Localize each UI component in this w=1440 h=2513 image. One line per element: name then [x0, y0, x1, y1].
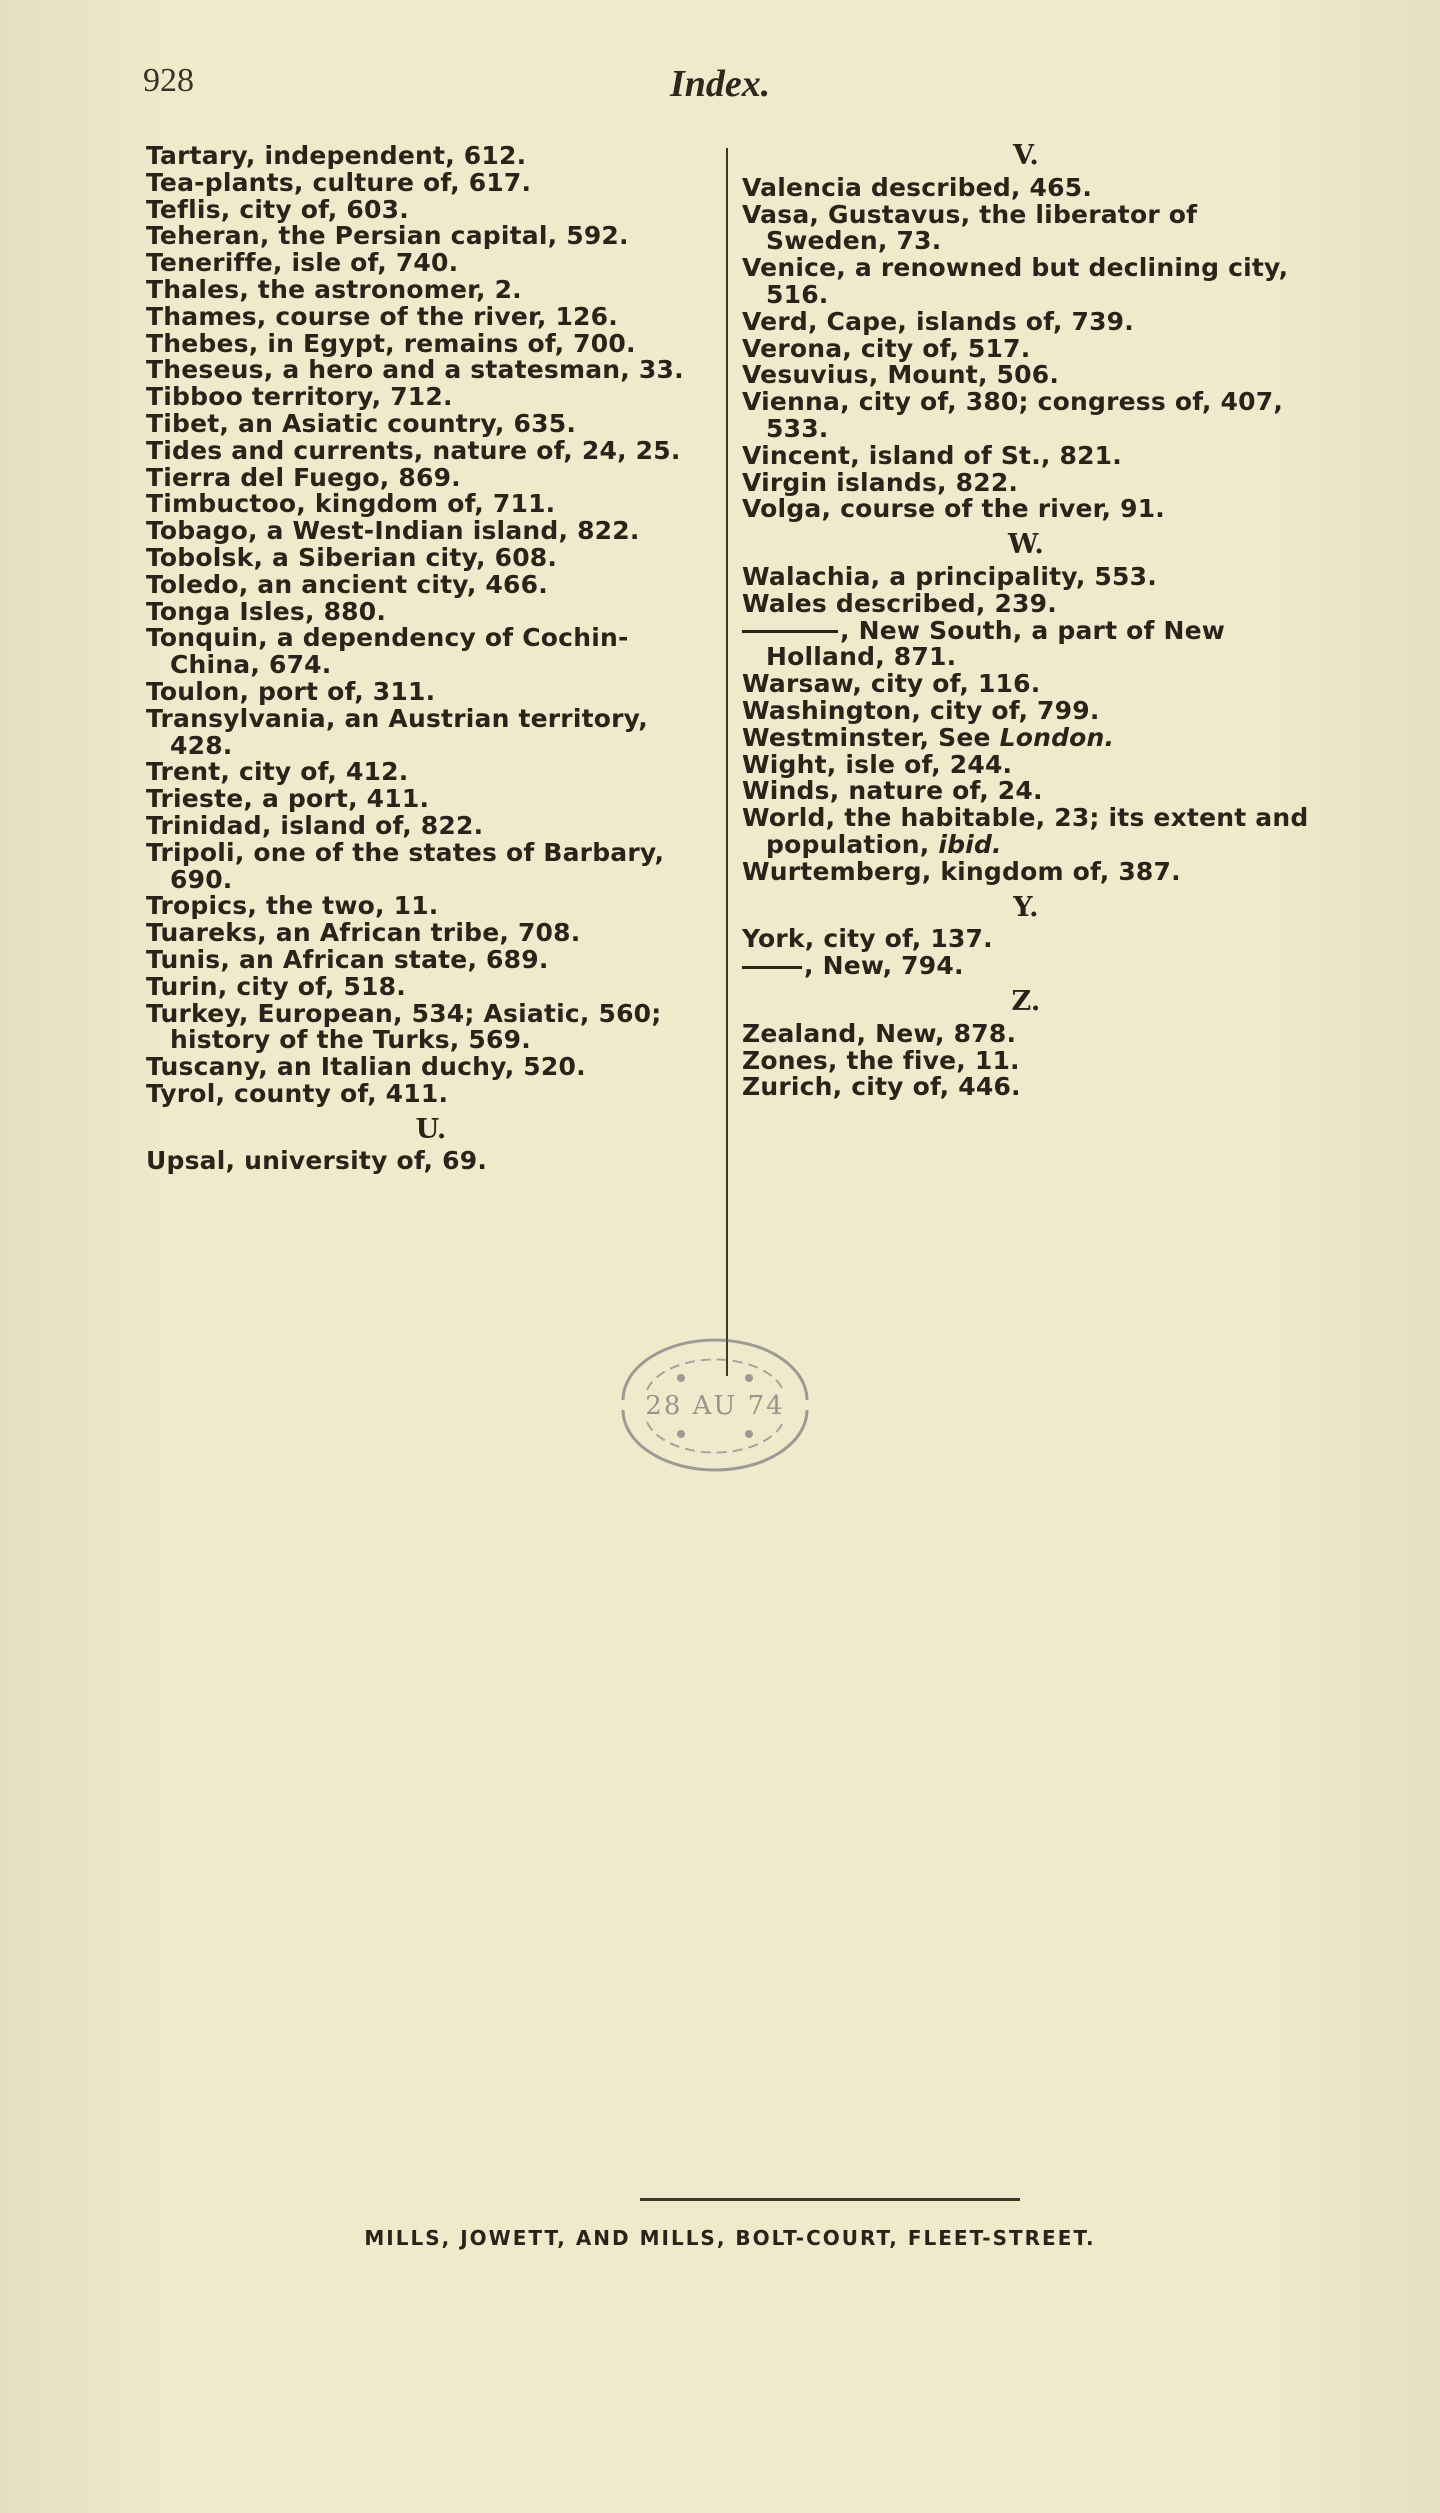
- section-heading-u: U.: [415, 1113, 447, 1145]
- index-entry: Tonquin, a dependency of Cochin-China, 674.: [146, 623, 629, 680]
- entry-cross-reference: London.: [999, 722, 1115, 752]
- index-entry: Vincent, island of St., 821.: [742, 440, 1122, 470]
- section-heading-w: W.: [1008, 529, 1044, 561]
- library-stamp: [585, 1330, 845, 1480]
- index-entry: Trinidad, island of, 822.: [146, 810, 484, 840]
- entry-text: World, the habitable, 23; its extent and population,: [742, 803, 1309, 859]
- index-entry: Tropics, the two, 11.: [146, 891, 439, 921]
- index-entry: Verd, Cape, islands of, 739.: [742, 306, 1134, 336]
- entry-text: , New South, a part of New Holland, 871.: [766, 615, 1226, 672]
- index-entry: Wales described, 239.: [742, 588, 1057, 618]
- index-entry: York, city of, 137.: [742, 924, 993, 954]
- index-entry: [742, 953, 1310, 980]
- index-entry: Trent, city of, 412.: [146, 757, 409, 787]
- entry-cross-reference: ibid.: [938, 829, 1002, 859]
- index-section-w-part: [742, 671, 1310, 725]
- index-entry: Warsaw, city of, 116.: [742, 669, 1041, 699]
- index-entry: Tea-plants, culture of, 617.: [146, 167, 532, 197]
- index-entry: Tobolsk, a Siberian city, 608.: [146, 542, 558, 572]
- index-entry: Valencia described, 465.: [742, 172, 1093, 202]
- index-entry: Zurich, city of, 446.: [742, 1072, 1021, 1102]
- index-column-left: [146, 143, 716, 1175]
- running-title: Index.: [670, 63, 771, 105]
- index-entry: Verona, city of, 517.: [742, 333, 1031, 363]
- index-entry: Tunis, an African state, 689.: [146, 944, 549, 974]
- index-entry: Tides and currents, nature of, 24, 25.: [146, 435, 681, 465]
- index-entry: Tripoli, one of the states of Barbary, 690.: [146, 837, 665, 894]
- index-entry: Tibboo territory, 712.: [146, 382, 453, 412]
- index-entry: Vasa, Gustavus, the liberator of Sweden, 73.: [742, 199, 1198, 256]
- index-entry: Toledo, an ancient city, 466.: [146, 569, 548, 599]
- index-entry: Turkey, European, 534; Asiatic, 560; history of the Turks, 569.: [146, 998, 662, 1055]
- index-entry: Volga, course of the river, 91.: [742, 494, 1166, 524]
- index-entry: Tuscany, an Italian duchy, 520.: [146, 1052, 586, 1082]
- index-entry: Tierra del Fuego, 869.: [146, 462, 461, 492]
- index-entry: Upsal, university of, 69.: [146, 1146, 488, 1176]
- index-entry: Walachia, a principality, 553.: [742, 561, 1157, 591]
- index-entry: Wight, isle of, 244.: [742, 749, 1013, 779]
- imprint-rule: [640, 2198, 1020, 2201]
- index-section-w-part: [742, 749, 1310, 806]
- index-entry: Zones, the five, 11.: [742, 1045, 1020, 1075]
- index-entry: Washington, city of, 799.: [742, 695, 1100, 725]
- index-entry: Zealand, New, 878.: [742, 1018, 1017, 1048]
- stamp-dot: [745, 1374, 753, 1382]
- page-header: [0, 62, 1440, 112]
- index-entry: Tibet, an Asiatic country, 635.: [146, 408, 577, 438]
- index-section-t: [146, 143, 716, 1108]
- stamp-dot: [677, 1430, 685, 1438]
- index-entry: [742, 805, 1310, 859]
- index-entry: Thales, the astronomer, 2.: [146, 274, 522, 304]
- index-section-v: [742, 172, 1310, 524]
- index-entry: [742, 615, 1310, 672]
- ditto-rule: [742, 966, 802, 969]
- index-section-y: [742, 926, 1310, 953]
- index-entry: Toulon, port of, 311.: [146, 676, 436, 706]
- entry-text: Westminster, See: [742, 722, 1000, 752]
- stamp-lettering-arc-top: [647, 1359, 783, 1390]
- index-entry: Teneriffe, isle of, 740.: [146, 248, 459, 278]
- index-entry: Tuareks, an African tribe, 708.: [146, 918, 581, 948]
- index-entry: Wurtemberg, kingdom of, 387.: [742, 856, 1181, 886]
- index-entry: Trieste, a port, 411.: [146, 784, 430, 814]
- index-entry: Vienna, city of, 380; congress of, 407, 533.: [742, 387, 1284, 443]
- ditto-rule: [742, 630, 838, 633]
- stamp-date: 28 AU 74: [645, 1391, 785, 1421]
- stamp-dot: [677, 1374, 685, 1382]
- index-column-right: [742, 140, 1310, 1102]
- index-entry: Turin, city of, 518.: [146, 971, 406, 1001]
- section-heading-y: Y.: [1013, 891, 1039, 923]
- stamp-lettering-arc-bottom: [647, 1422, 783, 1453]
- index-entry: Vesuvius, Mount, 506.: [742, 360, 1060, 390]
- printer-imprint: MILLS, JOWETT, AND MILLS, BOLT-COURT, FLEET-STREET.: [364, 2226, 1096, 2250]
- index-entry: Tartary, independent, 612.: [146, 141, 527, 170]
- index-entry: Tyrol, county of, 411.: [146, 1078, 449, 1108]
- page-number: 928: [143, 62, 194, 99]
- index-entry: Theseus, a hero and a statesman, 33.: [146, 355, 684, 385]
- index-section-w-part: [742, 561, 1310, 618]
- index-section-w-part: [742, 856, 1310, 886]
- section-heading-z: Z.: [1011, 985, 1041, 1017]
- index-entry: Teflis, city of, 603.: [146, 194, 409, 224]
- column-divider: [726, 148, 728, 1376]
- index-entry: Thames, course of the river, 126.: [146, 301, 618, 331]
- index-entry: Teheran, the Persian capital, 592.: [146, 221, 629, 251]
- index-entry: Winds, nature of, 24.: [742, 776, 1043, 806]
- index-section-u: [146, 1148, 716, 1175]
- index-entry: Timbuctoo, kingdom of, 711.: [146, 489, 556, 519]
- index-entry: Tonga Isles, 880.: [146, 596, 387, 626]
- index-entry: Virgin islands, 822.: [742, 467, 1019, 497]
- section-heading-v: V.: [1012, 140, 1040, 171]
- index-entry: Venice, a renowned but declining city, 516.: [742, 253, 1289, 309]
- entry-text: , New, 794.: [804, 951, 964, 981]
- index-section-z: [742, 1018, 1310, 1102]
- index-entry: Transylvania, an Austrian territory, 428.: [146, 703, 648, 760]
- index-entry: Tobago, a West-Indian island, 822.: [146, 516, 640, 546]
- index-entry: [742, 722, 1310, 752]
- stamp-dot: [745, 1430, 753, 1438]
- index-entry: Thebes, in Egypt, remains of, 700.: [146, 328, 636, 358]
